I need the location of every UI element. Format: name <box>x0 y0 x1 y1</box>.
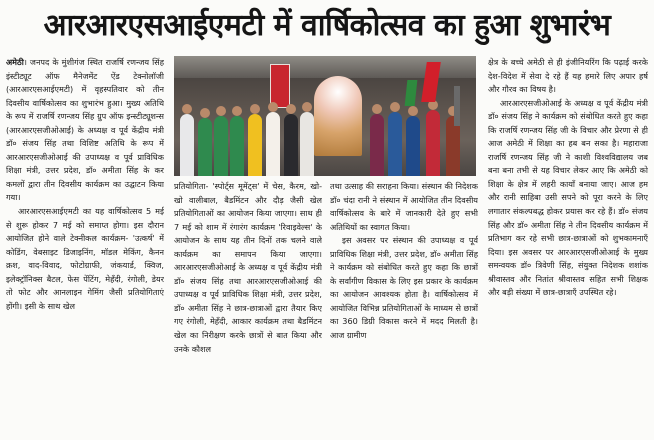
photo-person-head <box>250 104 260 114</box>
photo-person-head <box>216 106 226 116</box>
photo-person-head <box>286 104 296 114</box>
paragraph: तथा उत्साह की सराहना किया। संस्थान की निदेशक डॉ० चंदा रानी ने संस्थान में आयोजित तीन दिवसीय वार्षिकोत्सव के बारे में जानकारी देते हुए सभी अतिथियों का स्वागत किया। <box>330 181 478 232</box>
article-column-1 <box>6 56 164 440</box>
photo-person-head <box>182 104 192 114</box>
photo-flag <box>405 80 418 106</box>
article-column-2 <box>174 180 322 440</box>
photo-person <box>388 112 402 176</box>
photo-person-head <box>302 102 312 112</box>
photo-person <box>180 114 194 176</box>
photo-person <box>300 112 314 176</box>
photo-person-head <box>372 104 382 114</box>
photo-pillar <box>454 86 460 126</box>
photo-person <box>284 114 298 176</box>
article-column-3 <box>330 180 478 440</box>
photo-person-head <box>268 102 278 112</box>
paragraph: प्रतियोगिता- 'स्पोर्ट्स मूमेंट्स' में चेस, कैरम, खो-खो वालीबाल, बैडमिंटन और दौड़ जैसी खेल प्रतियोगिताओं का आयोजन किया जाएगा। साथ ही 7 मई को शाम में रंगारंग कार्यक्रम 'रिवाइवेल्स' के आयोजन के साथ यह तीन दिनों तक चलने वाले कार्यक्रम का समापन किया जाएगा। आरआरएसजीओआई के अध्यक्ष व पूर्व केंद्रीय मंत्री डॉ० संजय सिंह तथा आरआरएसजीओआई की उपाध्यक्ष व पूर्व प्राविधिक शिक्षा मंत्री, उत्तर प्रदेश, डॉ० अमीता सिंह ने छात्र-छात्राओं द्वारा तैयार किए गए रंगोली, मेहँदी, आकार कार्यक्रम तथा बैडमिंटन खेल का निरीक्षण करके छात्रों से बात किया और उनके कौशल <box>174 181 322 354</box>
photo-ceremonial-lamp <box>314 76 362 156</box>
paragraph: इस अवसर पर संस्थान की उपाध्यक्ष व पूर्व प्राविधिक शिक्षा मंत्री, उत्तर प्रदेश, डॉ० अमीता सिंह ने कार्यक्रम को संबोधित करते हुए कहा कि छात्रों के सर्वांगीण विकास के लिए इस प्रकार के कार्यक्रम का आयोजन आवश्यक होता है। वार्षिकोत्सव में आयोजित विभिन्न प्रतियोगिताओं के माध्यम से छात्रों का 360 डिग्री विकास करने में मदद मिलती है। आज ग्रामीण <box>330 235 478 341</box>
photo-person <box>370 114 384 176</box>
paragraph: क्षेत्र के बच्चे अमेठी से ही इंजीनियरिंग कि पढ़ाई करके देश-विदेश में सेवा दे रहे हैं यह हमारे लिए अपार हर्ष और गौरव का विषय है। <box>488 57 648 95</box>
photo-person <box>198 118 212 176</box>
event-photo <box>174 56 476 176</box>
headline: आरआरएसआईएमटी में वार्षिकोत्सव का हुआ शुभारंभ <box>43 8 611 43</box>
photo-person <box>266 112 280 176</box>
photo-person-head <box>232 106 242 116</box>
photo-person <box>406 116 420 176</box>
paragraph <box>6 56 164 205</box>
photo-person-head <box>200 108 210 118</box>
photo-person-head <box>390 102 400 112</box>
paragraph: आरआरएसजीओआई के अध्यक्ष व पूर्व केंद्रीय मंत्री डॉ० संजय सिंह ने कार्यक्रम को संबोधित करते हुए कहा कि राजर्षि रणन्जय सिंह जी के विचार और प्रेरणा से ही आज अमेठी में शिक्षा का हब बन सका है। महाराजा राजर्षि रणन्जय सिंह जी ने काशी विश्वविद्यालय जब बना बना तभी से यह विचार लेकर आए कि अमेठी को शिक्षा के क्षेत्र में लहरी कायाँ बनाया जाए। आज हम और रानी साहिबा उसी सपने को पूरा करने के लिए लगातार संकल्पबद्ध होकर प्रयास कर रहे हैं। डॉ० संजय सिंह और डॉ० अमीता सिंह ने तीन दिवसीय कार्यक्रम में प्रतिभाग कर रहे सभी छात्र-छात्राओं को शुभकामनाएँ दिया। इस अवसर पर आरआरएसजीओआई के मुख्य समन्वयक डॉ० त्रिवेणी सिंह, संयुक्त निदेशक शशांक श्रीवास्तव और नितांत श्रीवास्तव सहित सभी शिक्षक और बड़ी संख्या में छात्र-छात्राएँ उपस्थित रहे। <box>488 97 648 298</box>
paragraph: आरआरएसआईएमटी का यह वार्षिकोत्सव 5 मई से शुरू होकर 7 मई को समाप्त होगा। इस दौरान आयोजित होने वाले टेक्नीकल कार्यक्रम- 'उत्कर्ष' में कोडिंग, वेबसाइट डिजाइनिंग, मॉडल मेकिंग, कैनन क्रश, वाद-विवाद, फोटोग्राफी, जंकयार्ड, क्विज, इलेक्ट्रॉनिक्स बैटल, फेस पेंटिंग, मेहँदी, रंगोली, डेयर तो फोट और आनलाइन गेमिंग जैसी प्रतियोगिताएं होंगी। इसी के साथ खेल <box>6 206 164 311</box>
photo-person-head <box>408 106 418 116</box>
dateline: अमेठी <box>6 57 24 67</box>
photo-person <box>214 116 228 176</box>
paragraph-text: । जनपद के मुंशीगंज स्थित राजर्षि रणन्जय सिंह इंस्टीट्यूट ऑफ मैनेजमेंट ऐंड टेक्नोलॉजी (आरआरएसआईएमटी) में वृहस्पतिवार को तीन दिवसीय वार्षिकोत्सव का शुभारंभ हुआ। मुख्य अतिथि के रूप में राजर्षि रणन्जय सिंह ग्रुप ऑफ इन्स्टीट्यूशन्स (आरआरएसजीओआई) के अध्यक्ष व पूर्व केंद्रीय मंत्री डॉ० संजय सिंह तथा विशिष्ट अतिथि के रूप में आरआरएसजीओआई की उपाध्यक्ष व पूर्व प्राविधिक शिक्षा मंत्री, उत्तर प्रदेश, डॉ० अमीता सिंह के कर कमलों द्वारा तीन दिवसीय कार्यक्रम का उद्घाटन किया गया। <box>6 57 164 203</box>
photo-person <box>248 114 262 176</box>
article-column-4 <box>488 56 648 440</box>
photo-person <box>426 110 440 176</box>
photo-person <box>230 116 244 176</box>
